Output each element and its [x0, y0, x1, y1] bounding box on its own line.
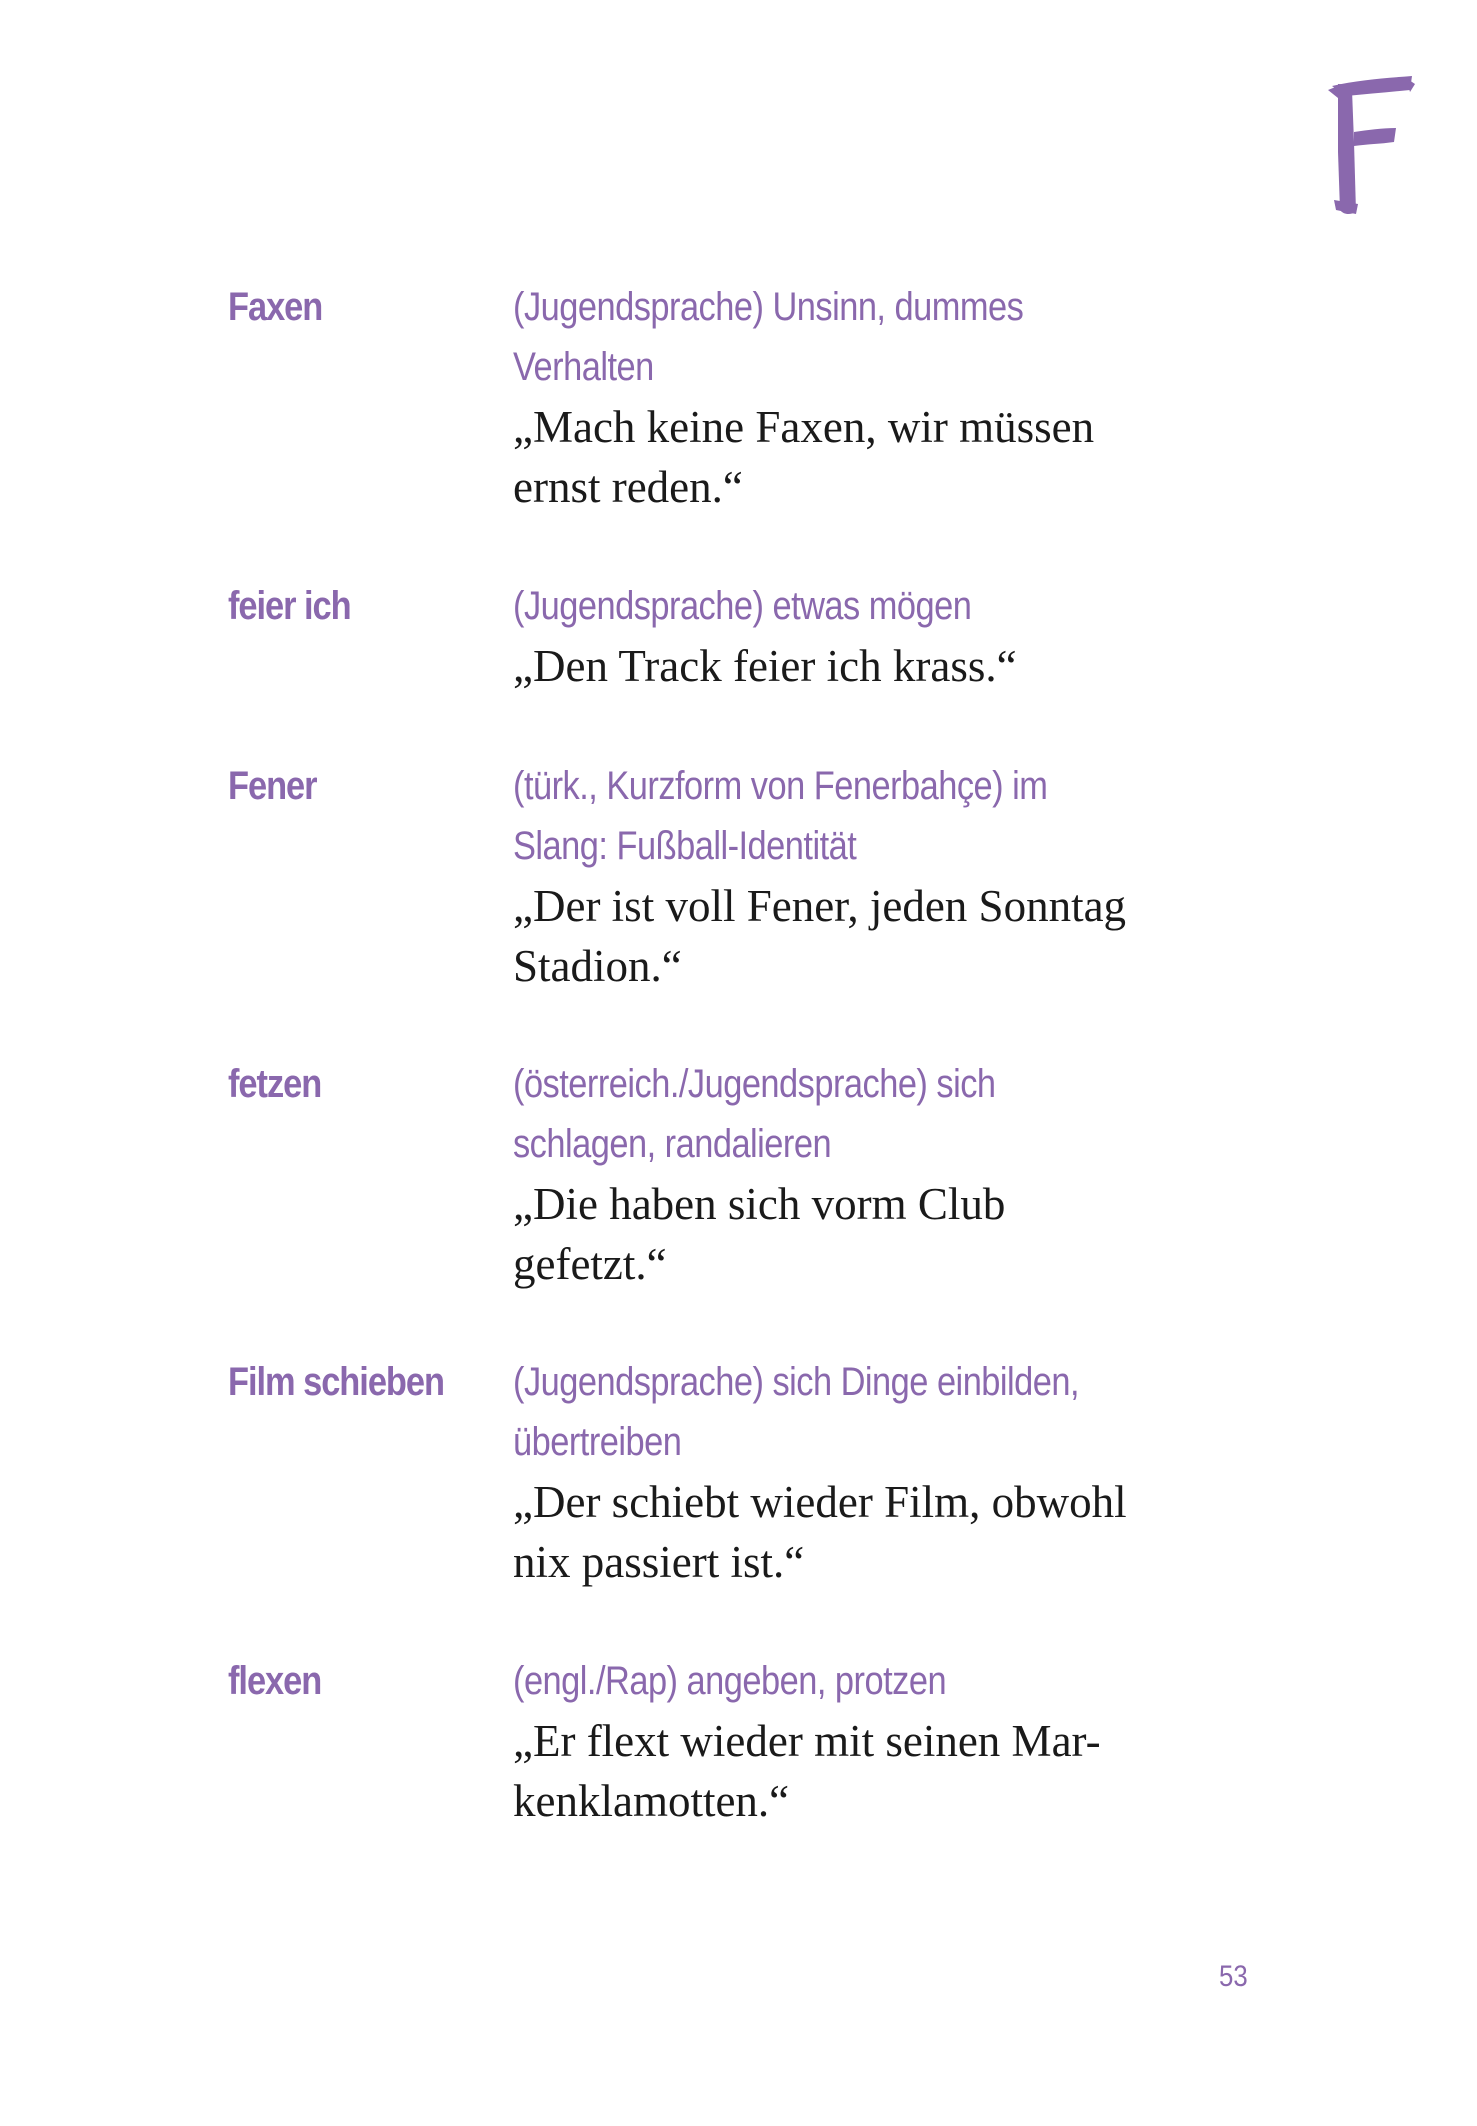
example-line: „Der schiebt wieder Film, obwohl [513, 1477, 1127, 1527]
example-line: Stadion.“ [513, 941, 682, 991]
entry-gloss [513, 1651, 1173, 1711]
entry-example [513, 876, 1153, 996]
entry-term: flexen [228, 1659, 322, 1703]
entry-gloss [513, 277, 1173, 397]
example-line: „Der ist voll Fener, jeden Sonntag [513, 881, 1127, 931]
entry-term: Film schieben [228, 1360, 444, 1404]
example-line: kenklamotten.“ [513, 1776, 790, 1826]
entry-term: Faxen [228, 285, 323, 329]
gloss-line: Verhalten [513, 345, 654, 389]
gloss-line: übertreiben [513, 1420, 682, 1464]
entry-definition [513, 1651, 1173, 1831]
entry-gloss [513, 576, 1173, 636]
gloss-line: (österreich./Jugendsprache) sich [513, 1062, 996, 1106]
entry-example [513, 1472, 1153, 1592]
entry-definition [513, 756, 1173, 996]
entry-definition [513, 1054, 1173, 1294]
example-line: „Die haben sich vorm Club [513, 1179, 1006, 1229]
gloss-line: (türk., Kurzform von Fenerbahçe) im [513, 764, 1048, 808]
entry-example [513, 1174, 1153, 1294]
entry-gloss [513, 1054, 1173, 1174]
example-line: ernst reden.“ [513, 462, 743, 512]
page-number: 53 [1219, 1960, 1248, 1993]
entry-example [513, 397, 1153, 517]
example-line: „Er flext wieder mit seinen Mar- [513, 1716, 1101, 1766]
entry-gloss [513, 756, 1173, 876]
gloss-line: schlagen, randalieren [513, 1122, 832, 1166]
entry-definition [513, 277, 1173, 517]
gloss-line: (Jugendsprache) Unsinn, dummes [513, 285, 1024, 329]
entry-example [513, 636, 1153, 696]
gloss-line: (engl./Rap) angeben, protzen [513, 1659, 947, 1703]
gloss-line: (Jugendsprache) etwas mögen [513, 584, 972, 628]
gloss-line: Slang: Fußball-Identität [513, 824, 857, 868]
entry-definition [513, 1352, 1173, 1592]
entry-term: feier ich [228, 584, 351, 628]
gloss-line: (Jugendsprache) sich Dinge einbilden, [513, 1360, 1080, 1404]
entry-term: Fener [228, 764, 317, 808]
entry-gloss [513, 1352, 1173, 1472]
section-letter-f-icon [1318, 72, 1418, 222]
entry-definition [513, 576, 1173, 696]
entry-term: fetzen [228, 1062, 322, 1106]
example-line: „Mach keine Faxen, wir müssen [513, 402, 1095, 452]
example-line: nix passiert ist.“ [513, 1537, 805, 1587]
example-line: „Den Track feier ich krass.“ [513, 641, 1017, 691]
example-line: gefetzt.“ [513, 1239, 667, 1289]
entry-example [513, 1711, 1153, 1831]
